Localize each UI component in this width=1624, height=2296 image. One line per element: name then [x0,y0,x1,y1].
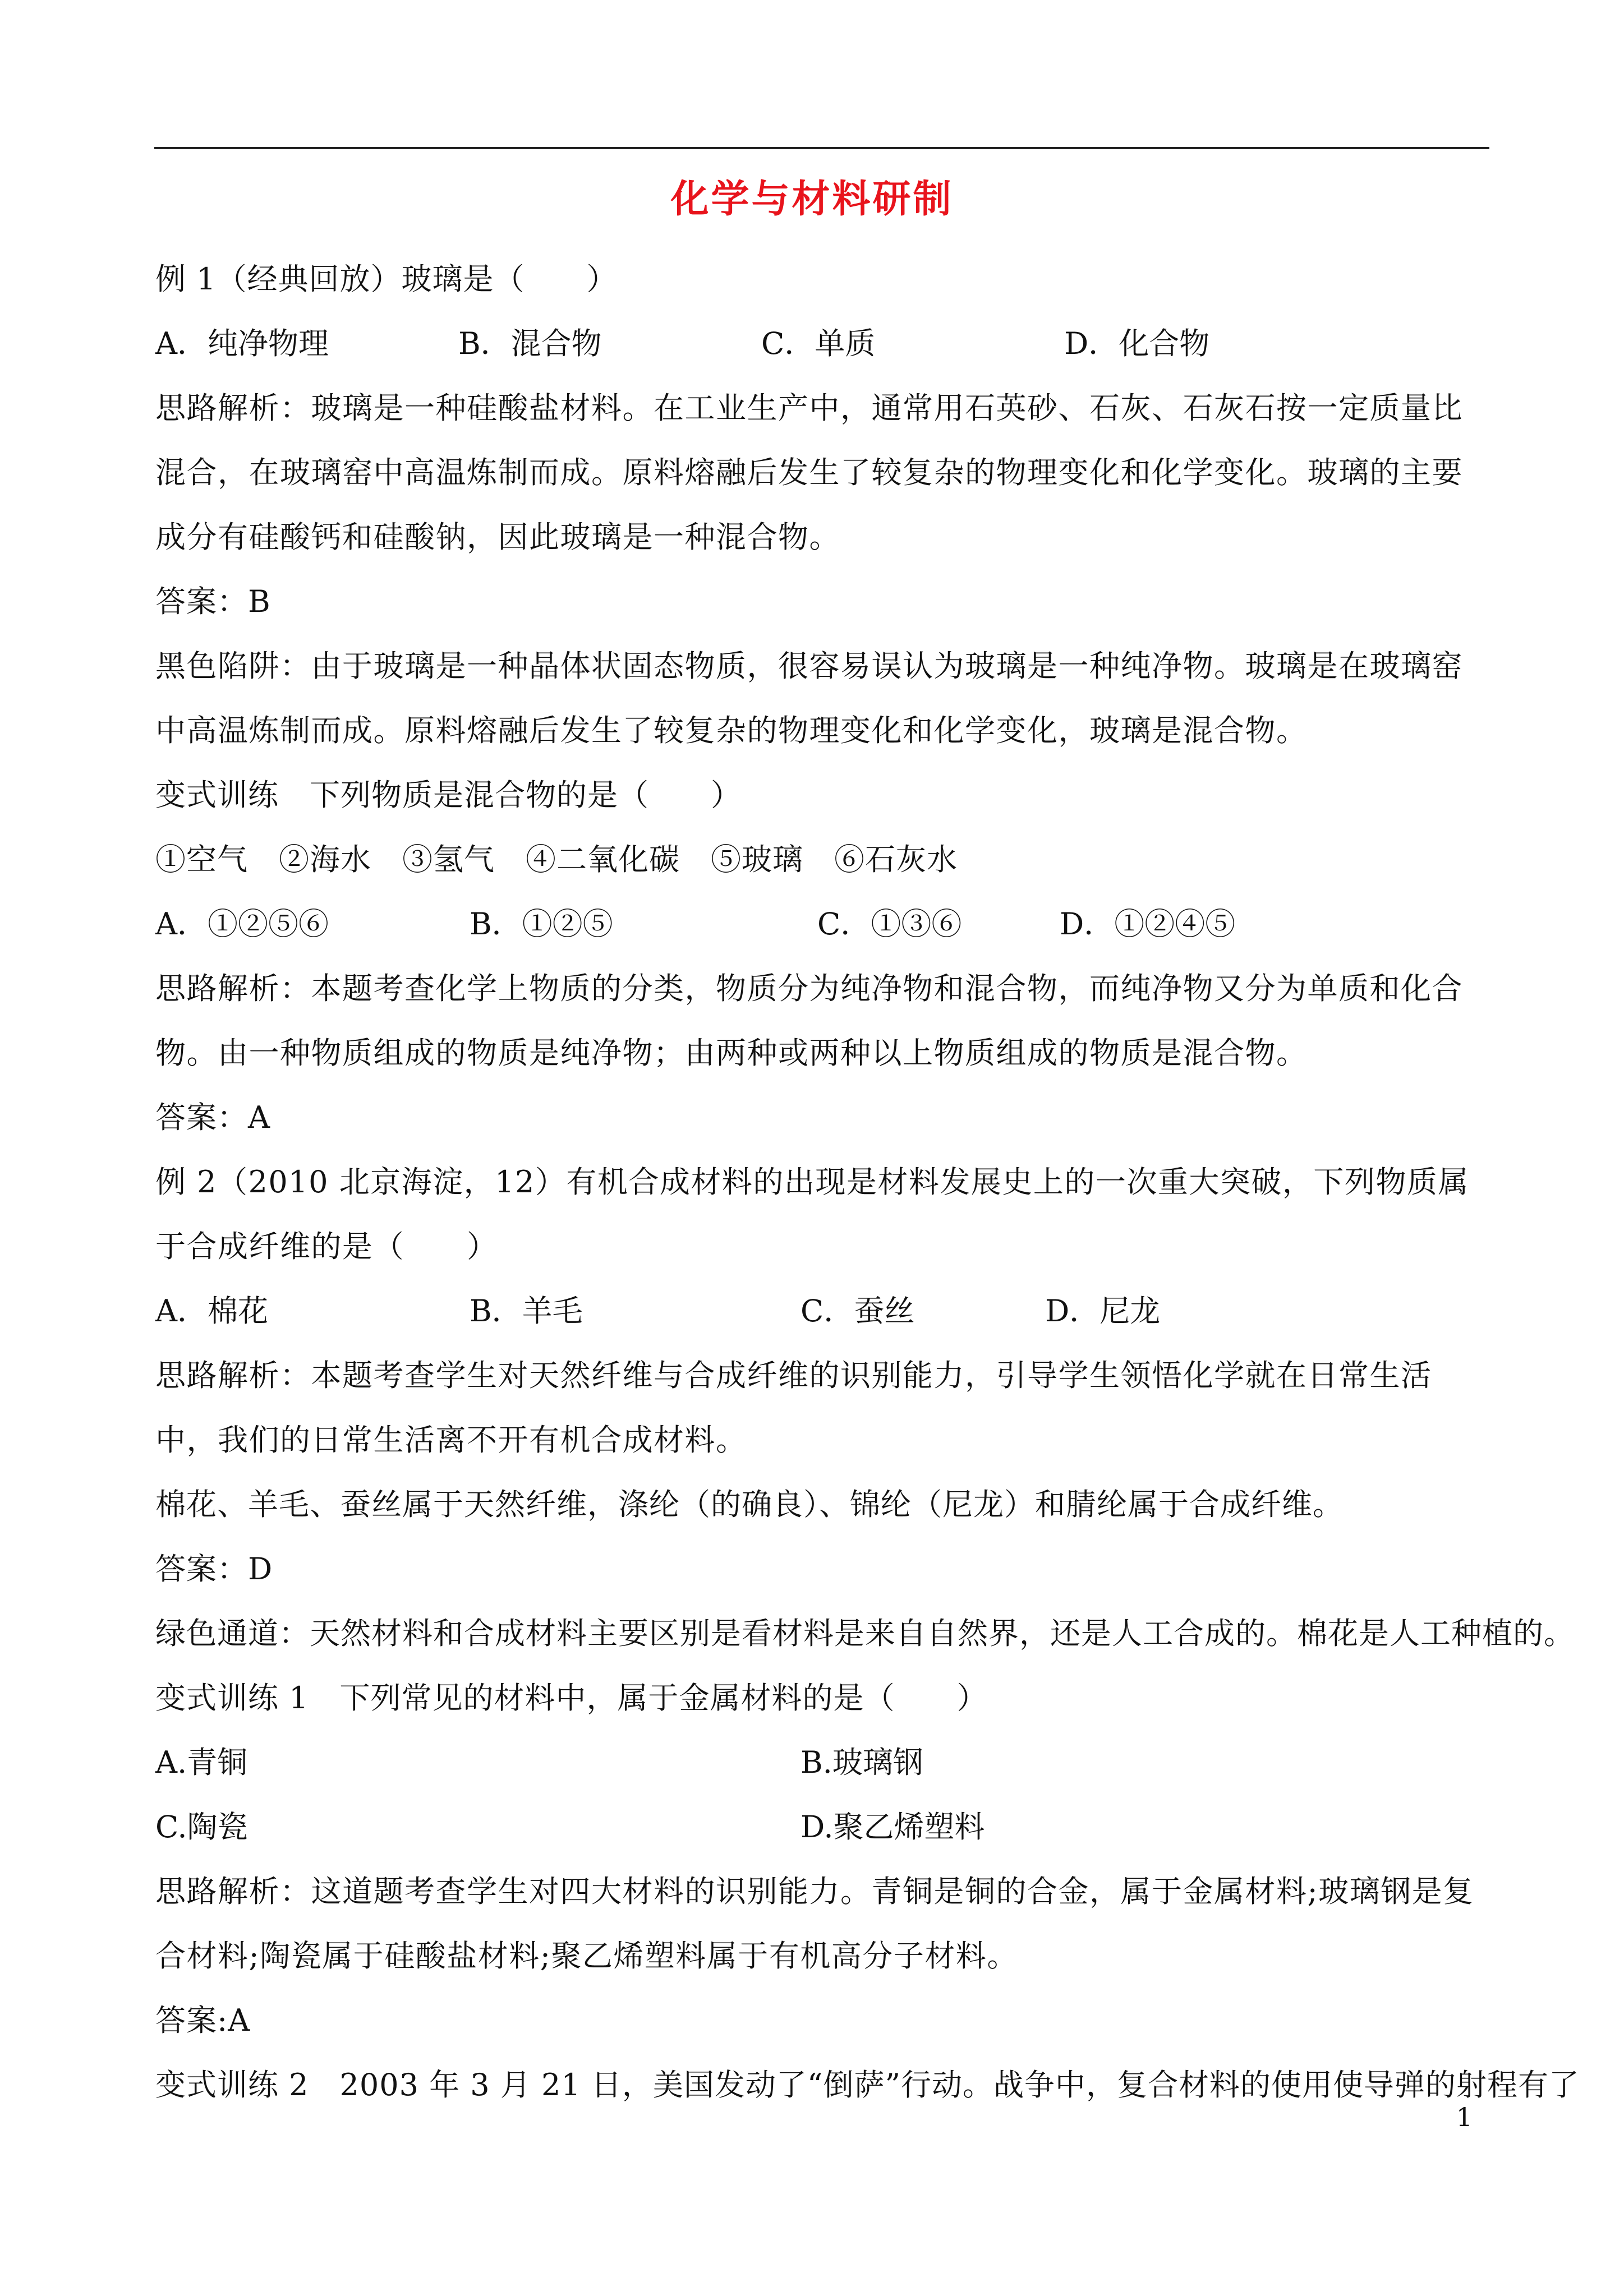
example-2-answer: 答案：D [155,1551,273,1587]
option-a: A．①②⑤⑥ [155,906,329,942]
variant-2-question: 变式训练 1 下列常见的材料中，属于金属材料的是（ ） [155,1680,988,1716]
example-2-options [155,1279,1490,1343]
variant-2-options-row-2 [155,1795,1490,1859]
document-body [155,247,1580,2117]
variant-2-options-row-1 [155,1730,1490,1795]
example-1-options [155,311,1490,376]
variant-1-analysis: 思路解析：本题考查化学上物质的分类，物质分为纯净物和混合物，而纯净物又分为单质和化合物。由一种物质组成的物质是纯净物；由两种或两种以上物质组成的物质是混合物。 [155,971,1463,1071]
variant-3-question: 变式训练 2 2003 年 3 月 21 日，美国发动了“倒萨”行动。战争中，复合材料的使用使导弹的射程有了 [155,2067,1580,2103]
option-b: B.玻璃钢 [801,1745,923,1780]
option-a: A．纯净物理 [155,326,329,361]
page-number: 1 [1456,2102,1473,2132]
variant-1-items: ①空气 ②海水 ③氢气 ④二氧化碳 ⑤玻璃 ⑥石灰水 [155,842,958,877]
example-2-note: 棉花、羊毛、蚕丝属于天然纤维，涤纶（的确良）、锦纶（尼龙）和腈纶属于合成纤维。 [155,1487,1344,1522]
option-c: C．蚕丝 [801,1293,915,1329]
option-d: D.聚乙烯塑料 [801,1809,985,1845]
example-1-answer: 答案：B [155,584,271,619]
example-1-question: 例 1（经典回放）玻璃是（ ） [155,261,618,297]
variant-2-analysis: 思路解析：这道题考查学生对四大材料的识别能力。青铜是铜的合金，属于金属材料;玻璃钢是复合材料;陶瓷属于硅酸盐材料;聚乙烯塑料属于有机高分子材料。 [155,1874,1474,1974]
option-c: C．①③⑥ [817,906,962,942]
option-a: A.青铜 [155,1745,248,1780]
option-b: B．①②⑤ [470,906,613,942]
page-title: 化学与材料研制 [670,177,954,222]
header-rule [154,147,1489,149]
option-a: A．棉花 [155,1293,268,1329]
option-d: D．尼龙 [1045,1293,1161,1329]
option-c: C．单质 [761,326,876,361]
example-2-question: 例 2（2010 北京海淀，12）有机合成材料的出现是材料发展史上的一次重大突破，下列物质属于合成纤维的是（ ） [155,1164,1469,1264]
example-2-analysis: 思路解析：本题考查学生对天然纤维与合成纤维的识别能力，引导学生领悟化学就在日常生活中，我们的日常生活离不开有机合成材料。 [155,1358,1432,1458]
example-1-analysis: 思路解析：玻璃是一种硅酸盐材料。在工业生产中，通常用石英砂、石灰、石灰石按一定质量比混合，在玻璃窑中高温炼制而成。原料熔融后发生了较复杂的物理变化和化学变化。玻璃的主要成分有硅酸钙和硅酸钠，因此玻璃是一种混合物。 [155,390,1463,555]
example-2-green-channel: 绿色通道：天然材料和合成材料主要区别是看材料是来自自然界，还是人工合成的。棉花是人工种植的。 [155,1616,1575,1651]
option-c: C.陶瓷 [155,1809,248,1845]
variant-1-options [155,892,1490,956]
example-1-trap: 黑色陷阱：由于玻璃是一种晶体状固态物质，很容易误认为玻璃是一种纯净物。玻璃是在玻璃窑中高温炼制而成。原料熔融后发生了较复杂的物理变化和化学变化，玻璃是混合物。 [155,648,1463,748]
variant-1-question: 变式训练 下列物质是混合物的是（ ） [155,777,742,813]
option-d: D．①②④⑤ [1060,906,1236,942]
option-b: B．羊毛 [470,1293,583,1329]
option-d: D．化合物 [1064,326,1210,361]
option-b: B．混合物 [458,326,602,361]
variant-2-answer: 答案:A [155,2003,251,2038]
variant-1-answer: 答案：A [155,1100,270,1135]
